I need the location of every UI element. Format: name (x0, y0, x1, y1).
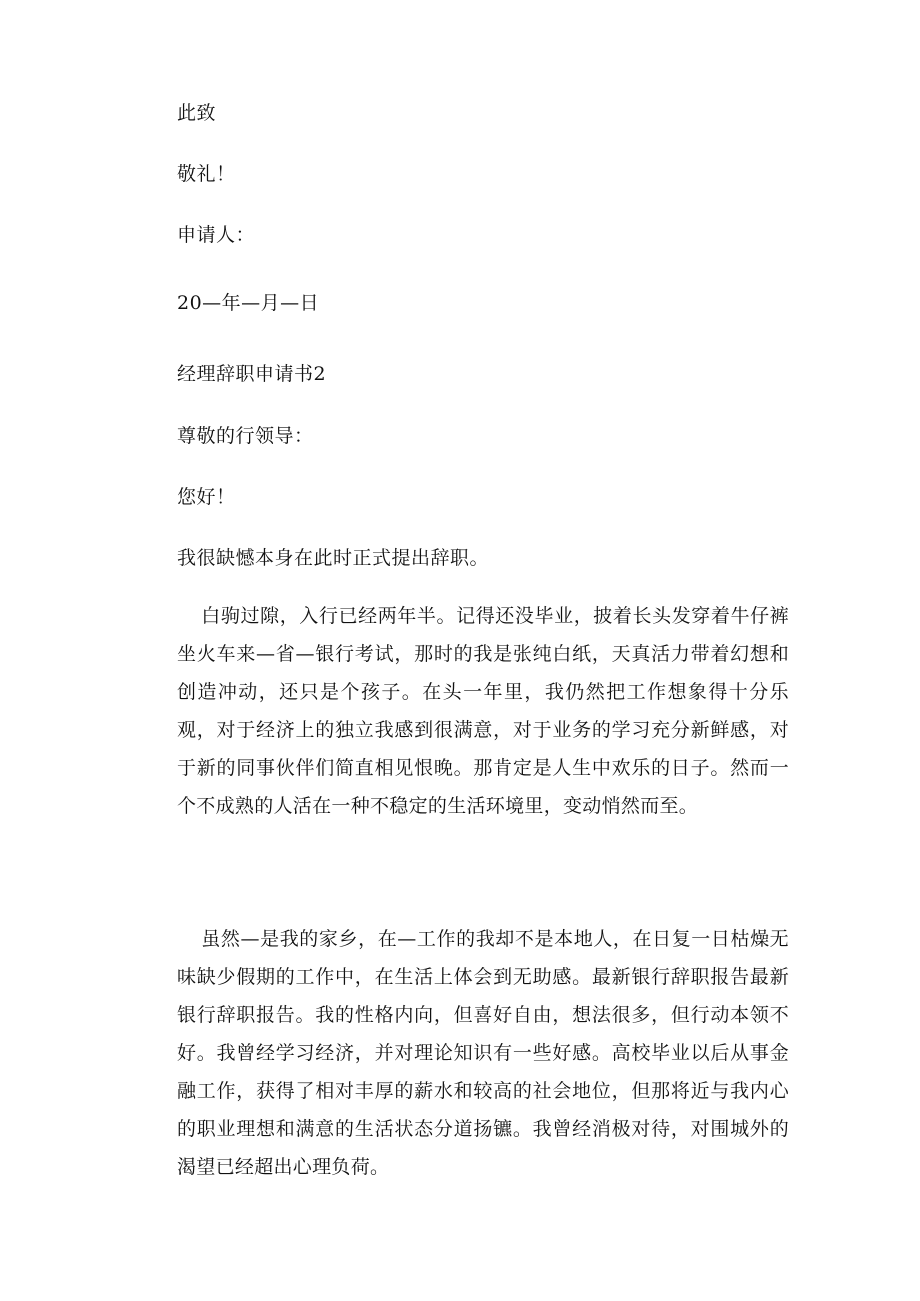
applicant-line: 申请人： (177, 224, 256, 246)
letter-title: 经理辞职申请书2 (177, 363, 327, 385)
paragraph-text: 虽然—是我的家乡，在—工作的我却不是本地人，在日复一日枯燥无味缺少假期的工作中，在生活上体会到无助感。最新银行辞职报告最新银行辞职报告。我的性格内向，但喜好自由，想法很多，但行动本领不好。我曾经学习经济，并对理论知识有一些好感。高校毕业以后从事金融工作，获得了相对丰厚的薪水和较高的社会地位，但那将近与我内心的职业理想和满意的生活状态分道扬镳。我曾经消极对待，对围城外的渴望已经超出心理负荷。 (177, 928, 789, 1178)
salute-line: 敬礼！ (177, 163, 236, 185)
addressee-line: 尊敬的行领导： (177, 425, 314, 447)
intro-line: 我很缺憾本身在此时正式提出辞职。 (177, 547, 490, 569)
body-paragraph-1 (177, 597, 789, 825)
date-line: 20—年—月—日 (177, 292, 320, 314)
paragraph-text: 白驹过隙，入行已经两年半。记得还没毕业，披着长头发穿着牛仔裤坐火车来—省—银行考试，那时的我是张纯白纸，天真活力带着幻想和创造冲动，还只是个孩子。在头一年里，我仍然把工作想象得十分乐观，对于经济上的独立我感到很满意，对于业务的学习充分新鲜感，对于新的同事伙伴们简直相见恨晚。那肯定是人生中欢乐的日子。然而一个不成熟的人活在一种不稳定的生活环境里，变动悄然而至。 (177, 605, 789, 817)
closing-line: 此致 (177, 102, 217, 124)
greeting-line: 您好！ (177, 486, 236, 508)
body-paragraph-2 (177, 920, 789, 1186)
